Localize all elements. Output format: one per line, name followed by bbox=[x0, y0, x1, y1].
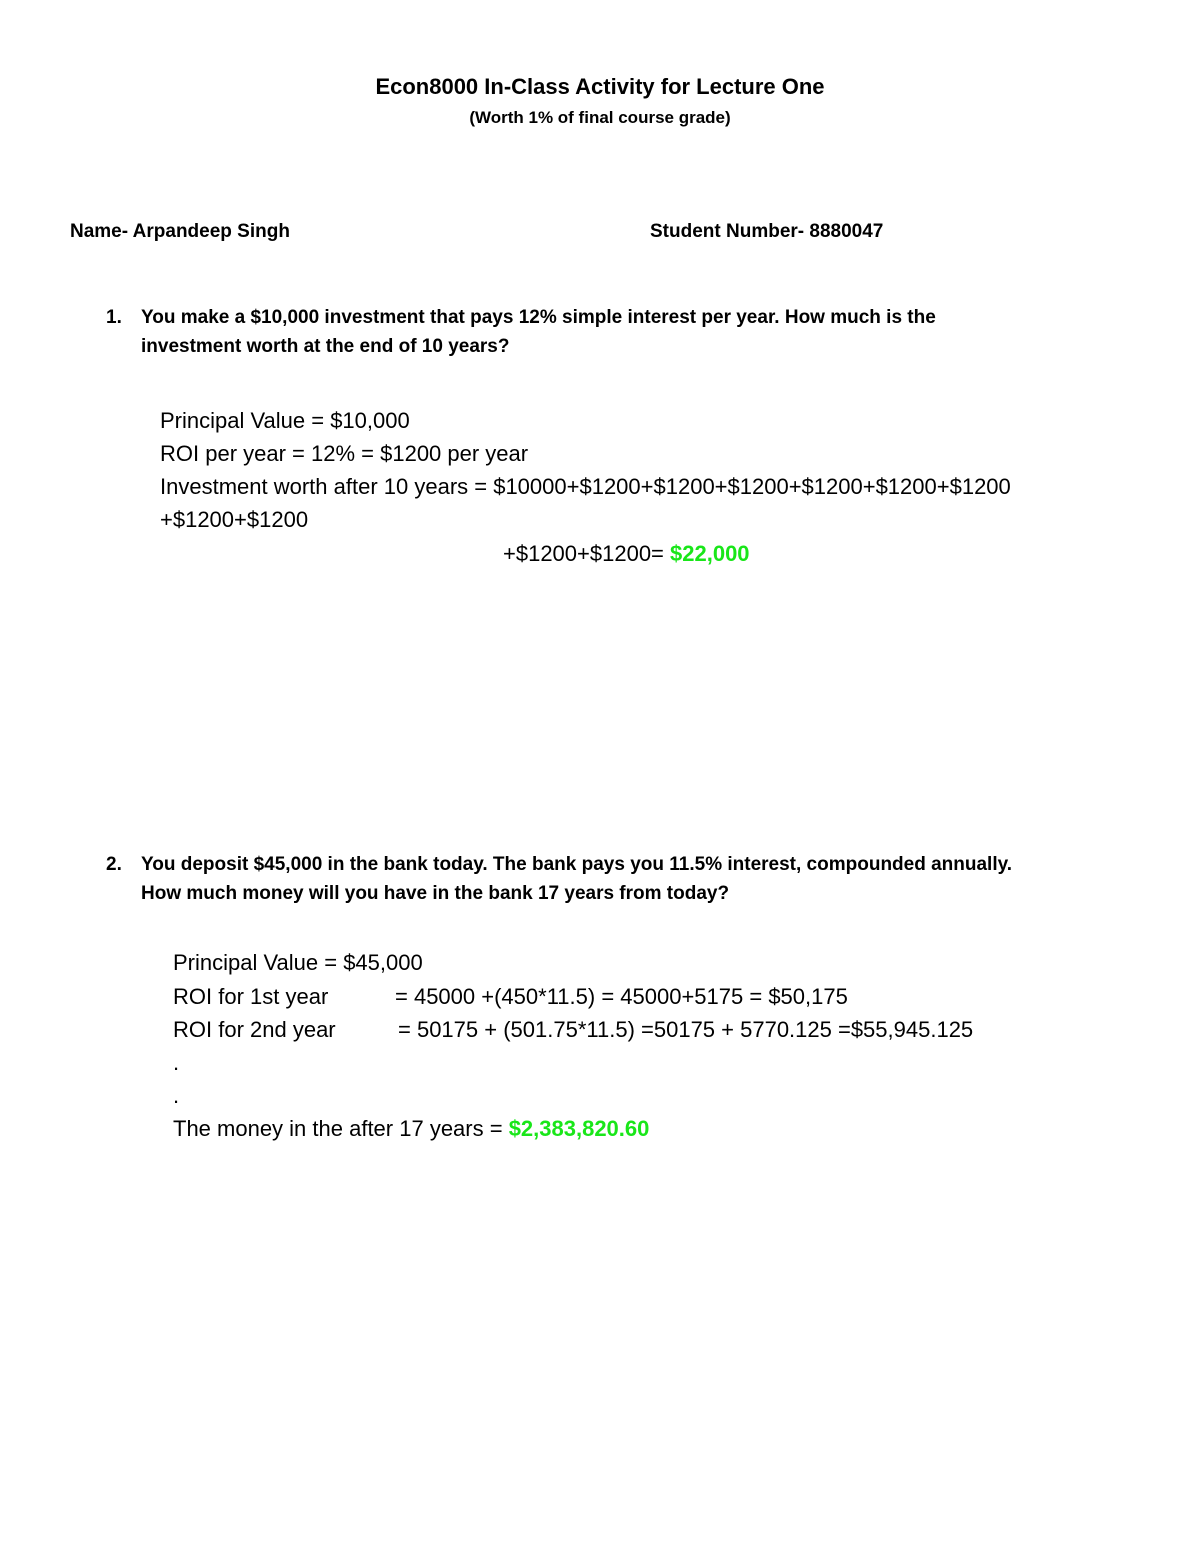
student-name: Name- Arpandeep Singh bbox=[70, 221, 290, 242]
question-2-number: 2. bbox=[106, 854, 122, 875]
question-2-line-2: How much money will you have in the bank 17 years from today? bbox=[141, 883, 730, 904]
answer-1-worth-line-1: Investment worth after 10 years = $10000+$1200+$1200+$1200+$1200+$1200+$1200 bbox=[160, 474, 1011, 499]
question-1-line-1: You make a $10,000 investment that pays 12% simple interest per year. How much is the bbox=[141, 307, 936, 328]
page-subtitle: (Worth 1% of final course grade) bbox=[469, 108, 731, 127]
question-1-line-2: investment worth at the end of 10 years? bbox=[141, 336, 510, 357]
answer-2-ellipsis-dot-1: . bbox=[173, 1050, 180, 1075]
answer-2-roi-2-label: ROI for 2nd year bbox=[173, 1017, 336, 1042]
answer-2-roi-1-label: ROI for 1st year bbox=[173, 984, 329, 1009]
answer-1-sum-tail: +$1200+$1200= bbox=[503, 541, 671, 566]
question-2-line-1: You deposit $45,000 in the bank today. The bank pays you 11.5% interest, compounded annually. bbox=[141, 854, 1013, 875]
answer-2-final bbox=[173, 1112, 649, 1145]
answer-1-roi: ROI per year = 12% = $1200 per year bbox=[160, 441, 529, 466]
answer-2-roi-1-value: = 45000 +(450*11.5) = 45000+5175 = $50,175 bbox=[395, 984, 848, 1009]
answer-2-result: $2,383,820.60 bbox=[508, 1116, 650, 1141]
answer-1-worth-line-3 bbox=[503, 537, 750, 570]
answer-1-worth-line-2: +$1200+$1200 bbox=[160, 507, 309, 532]
question-1-number: 1. bbox=[106, 307, 122, 328]
page-title: Econ8000 In-Class Activity for Lecture One bbox=[375, 74, 825, 99]
answer-2-final-label: The money in the after 17 years = bbox=[173, 1116, 509, 1141]
answer-1-principal: Principal Value = $10,000 bbox=[160, 408, 410, 433]
answer-1-result: $22,000 bbox=[670, 541, 750, 566]
answer-2-roi-2-value: = 50175 + (501.75*11.5) =50175 + 5770.125 =$55,945.125 bbox=[398, 1017, 974, 1042]
answer-2-principal: Principal Value = $45,000 bbox=[173, 950, 423, 975]
answer-2-ellipsis-dot-2: . bbox=[173, 1083, 180, 1108]
student-number: Student Number- 8880047 bbox=[650, 221, 884, 242]
